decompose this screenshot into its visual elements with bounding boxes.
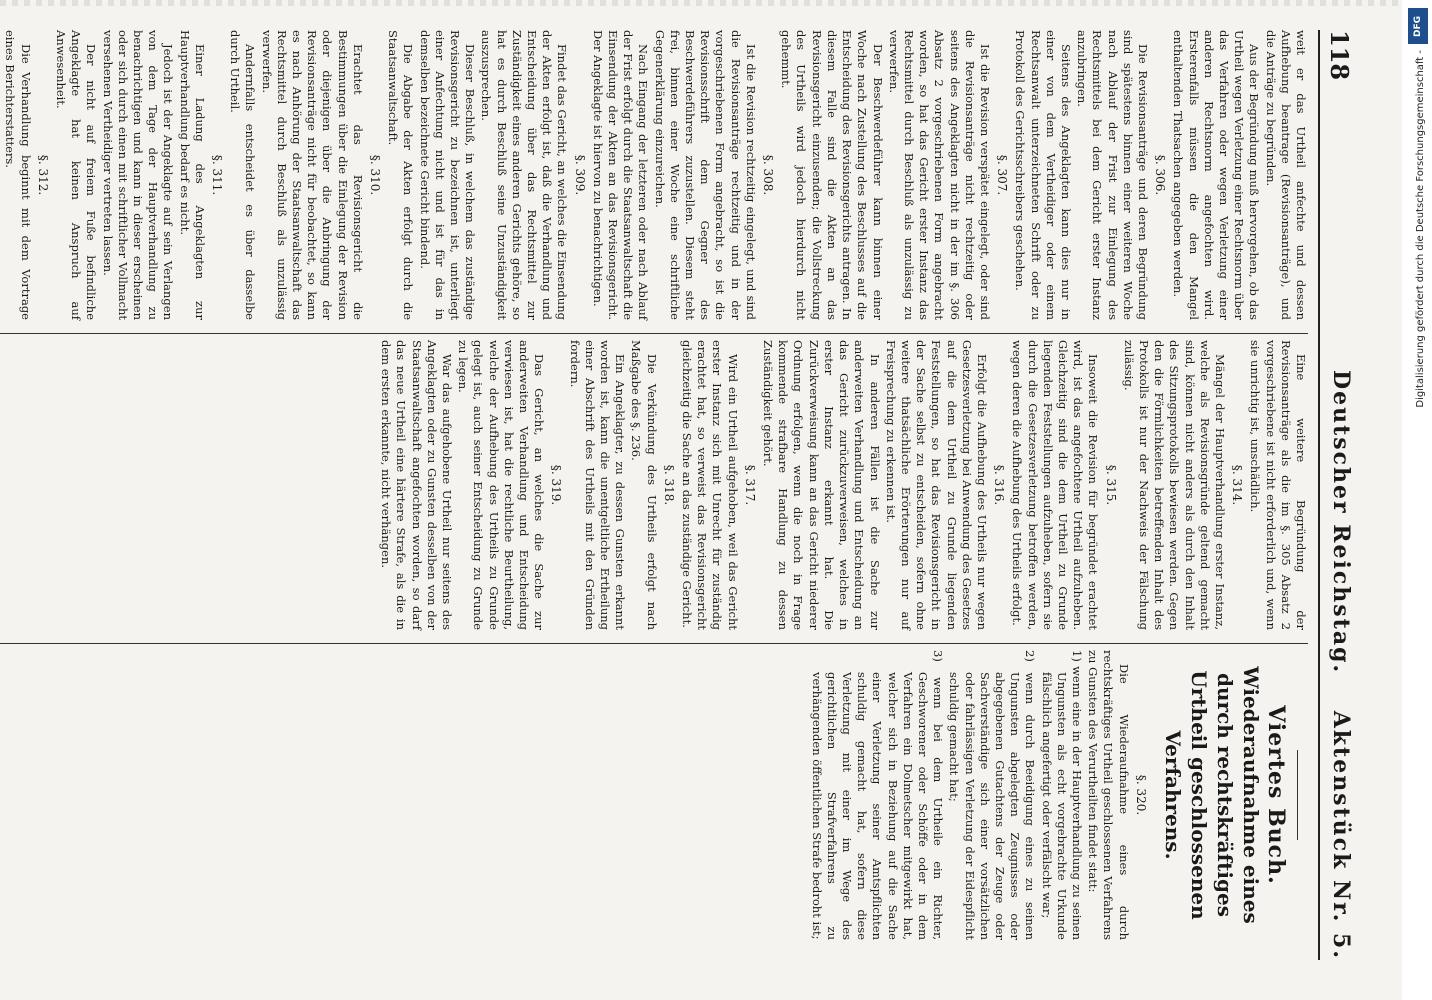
section-number: §. 318. bbox=[661, 464, 676, 506]
header-right-title: Aktenstück Nr. 5. bbox=[1328, 710, 1354, 960]
column-2 bbox=[377, 340, 1308, 630]
list-item: 3) wenn bei dem Urtheile ein Richter, Geschworener oder Schöffe oder in dem Verfahren ein Dolmetscher mitgewirkt hat, welcher sich in Beziehung auf die Sache einer Verletzung seiner Amtspflichten schuldig gemacht hat, sofern diese Verletzung mit einer im Wege des gerichtlichen Strafverfahrens zu verhängenden öffentlichen Strafe bedroht ist; bbox=[809, 650, 946, 940]
paragraph: Insoweit die Revision für begründet erachtet wird, ist das angefochtene Urtheil aufzuheben. Gleichzeitig sind die dem Urtheil zu Grunde liegenden Feststellungen aufzuheben, sofern sie durch die Gesetzesverletzung betroffen werden, wegen deren die Aufhebung des Urtheils erfolgt. bbox=[1010, 340, 1101, 630]
section-number: §. 316. bbox=[992, 464, 1007, 506]
book-subtitle: Wiederaufnahme eines durch rechtskräftiges Urtheil geschlossenen Verfahrens. bbox=[1160, 666, 1263, 924]
paragraph: Der nicht auf freiem Fuße befindliche Angeklagte hat keinen Anspruch auf Anwesenheit. bbox=[53, 30, 99, 320]
paragraph: Ist die Revision verspätet eingelegt, oder sind die Revisionsanträge nicht rechtzeitig oder seitens des Angeklagten nicht in der im §. 306 Absatz 2 vorgeschriebenen Form angebracht worden, so hat das Gericht erster Instanz das Rechtsmittel durch Beschluß als unzulässig zu verwerfen. bbox=[886, 30, 992, 320]
paragraph: Andernfalls entscheidet es über dasselbe durch Urtheil. bbox=[228, 30, 258, 320]
list-item: 1) wenn eine in der Hauptverhandlung zu seinen Ungunsten als echt vorgebrachte Urkunde fälschlich angefertigt oder verfälscht war; bbox=[1039, 650, 1084, 940]
column-3 bbox=[807, 650, 1308, 940]
paragraph: Wird ein Urtheil aufgehoben, weil das Gericht erster Instanz sich mit Unrecht für zuständig erachtet hat, so verweist das Revisionsgericht gleichzeitig die Sache an das zuständige Gericht. bbox=[680, 340, 740, 630]
section-number: §. 319. bbox=[549, 464, 564, 506]
paragraph: Erfolgt die Aufhebung des Urtheils nur wegen Gesetzesverletzung bei Anwendung des Gesetzes auf die dem Urtheil zu Grunde liegenden Feststellungen, so hat das Revisionsgericht in der Sache selbst zu entscheiden, sofern ohne weitere thatsächliche Erörterungen nur auf Freisprechung zu erkennen ist. bbox=[883, 340, 989, 630]
column-divider bbox=[0, 333, 1308, 334]
paragraph: Die Revisionsanträge und deren Begründung sind spätestens binnen einer weiteren Woche nach Ablauf der Frist zur Einlegung des Rechtsmittels bei dem Gericht erster Instanz anzubringen. bbox=[1075, 30, 1150, 320]
section-number: §. 307. bbox=[995, 154, 1010, 196]
paragraph: Die Abgabe der Akten erfolgt durch die Staatsanwaltschaft. bbox=[386, 30, 416, 320]
paragraph: War das aufgehobene Urtheil nur seitens des Angeklagten oder zu Gunsten desselben von der Staatsanwaltschaft angefochten worden, so darf das neue Urtheil eine härtere Strafe, als die in dem ersten erkannte, nicht verhängen. bbox=[379, 340, 455, 630]
paragraph: Nach Eingang der letzteren oder nach Ablauf der Frist erfolgt durch die Staatsanwaltschaft die Einsendung der Akten an das Revisionsgericht. Der Angeklagte ist hiervon zu benachrichtigen. bbox=[590, 30, 651, 320]
paragraph: Aus der Begründung muß hervorgehen, ob das Urtheil wegen Verletzung einer Rechtsnorm über das Verfahren oder wegen Verletzung einer anderen Rechtsnorm angefochten wird. Ersterenfalls müssen die den Mangel enthaltenden Thatsachen angegeben werden. bbox=[1171, 30, 1262, 320]
section-number: §. 309. bbox=[572, 154, 587, 196]
paragraph: Jedoch ist der Angeklagte auf sein Verlangen von dem Tage der Hauptverhandlung zu benachrichtigen und kann in dieser erscheinen oder sich durch einen mit schriftlicher Vollmacht versehenen Vertheidiger vertreten lassen. bbox=[100, 30, 176, 320]
dfg-logo: DFG bbox=[1408, 8, 1428, 44]
paragraph: Einer Ladung des Angeklagten zur Hauptverhandlung bedarf es nicht. bbox=[177, 30, 207, 320]
section-number: §. 320. bbox=[1133, 774, 1148, 816]
page-number: 118 bbox=[1325, 30, 1354, 81]
paragraph: Die Verhandlung beginnt mit dem Vortrage eines Berichterstatters. bbox=[3, 30, 33, 320]
section-divider bbox=[1297, 750, 1298, 840]
paragraph: Mängel der Hauptverhandlung erster Instanz, welche als Revisionsgründe geltend gemacht sind, können nicht anders als durch den Inhalt des Sitzungsprotokolls bewiesen werden. Gegen den die Förmlichkeiten betreffenden Inhalt des Protokolls ist nur der Nachweis der Fälschung zulässig. bbox=[1121, 340, 1227, 630]
paragraph bbox=[0, 30, 1, 320]
column-divider bbox=[0, 643, 1308, 644]
section-number: §. 315. bbox=[1103, 464, 1118, 506]
paragraph: Der Beschwerdeführer kann binnen einer Woche nach Zustellung des Beschlusses auf die Entscheidung des Revisionsgerichts antragen. In diesem Falle sind die Akten an das Revisionsgericht einzusenden; die Vollstreckung des Urtheils wird jedoch hierdurch nicht gehemmt. bbox=[779, 30, 885, 320]
section-number: §. 310. bbox=[368, 154, 383, 196]
paragraph: weit er das Urtheil anfechte und dessen Aufhebung beantrage (Revisionsanträge), und die Anträge zu begründen. bbox=[1263, 30, 1308, 320]
section-number: §. 317. bbox=[742, 464, 757, 506]
paragraph: In anderen Fällen ist die Sache zur anderweiten Verhandlung und Entscheidung an das Gericht zurückzuverweisen, welches in erster Instanz erkannt hat. Die Zurückverweisung kann an das Gericht niederer Ordnung erfolgen, wenn die noch in Frage kommende strafbare Handlung zu dessen Zuständigkeit gehört. bbox=[761, 340, 882, 630]
document-page bbox=[0, 30, 1360, 960]
header-center-title: Deutscher Reichstag. bbox=[1328, 370, 1354, 675]
paragraph: Die Wiederaufnahme eines durch rechtskräftiges Urtheil geschlossenen Verfahrens zu Gunsten des Verurtheilten findet statt: bbox=[1086, 650, 1131, 940]
paragraph: Das Gericht, an welches die Sache zur anderweiten Verhandlung und Entscheidung verwiesen ist, hat die rechtliche Beurtheilung, welche der Aufhebung des Urtheils zu Grunde gelegt ist, auch seiner Entscheidung zu Grunde zu legen. bbox=[456, 340, 547, 630]
paragraph: Erachtet das Revisionsgericht die Bestimmungen über die Einlegung der Revision oder diejenigen über die Anbringung der Revisionsanträge nicht für beobachtet, so kann es nach Anhörung der Staatsanwaltschaft das Rechtsmittel durch Beschluß als unzulässig verwerfen. bbox=[259, 30, 365, 320]
book-title: Viertes Buch. bbox=[1263, 705, 1289, 885]
paragraph: Ein Angeklagter, zu dessen Gunsten erkannt worden ist, kann die unentgeltliche Ertheilung einer Abschrift des Urtheils mit den Gründen fordern. bbox=[567, 340, 628, 630]
section-number: §. 306. bbox=[1153, 154, 1168, 196]
section-number: §. 308. bbox=[761, 154, 776, 196]
section-number: §. 314. bbox=[1230, 464, 1245, 506]
section-number: §. 312. bbox=[35, 154, 50, 196]
column-1 bbox=[0, 30, 1308, 320]
paragraph: Ist die Revision rechtzeitig eingelegt, und sind die Revisionsanträge rechtzeitig und in der vorgeschriebenen Form angebracht, so ist die Revisionsschrift dem Gegner des Beschwerdeführers zuzustellen. Diesem steht frei, binnen einer Woche eine schriftliche Gegenerklärung einzureichen. bbox=[652, 30, 758, 320]
digitization-sidebar bbox=[1402, 0, 1432, 1000]
paragraph: Findet das Gericht, an welches die Einsendung der Akten erfolgt ist, daß die Verhandlung und Entscheidung über das Rechtsmittel zur Zuständigkeit eines anderen Gerichts gehöre, so hat es durch Beschluß seine Unzuständigkeit auszusprechen. bbox=[479, 30, 570, 320]
paragraph: Die Verkündung des Urtheils erfolgt nach Maßgabe des §. 236. bbox=[629, 340, 659, 630]
paragraph: Dieser Beschluß, in welchem das zuständige Revisionsgericht zu bezeichnen ist, unterliegt einer Anfechtung nicht und ist für das in demselben bezeichnete Gericht bindend. bbox=[417, 30, 478, 320]
list-item: 2) wenn durch Beeidigung eines zu seinen Ungunsten abgelegten Zeugnisses oder abgegebenen Gutachtens der Zeuge oder Sachverständige sich einer vorsätzlichen oder fahrlässigen Verletzung der Eidespflicht schuldig gemacht hat; bbox=[947, 650, 1038, 940]
section-number: §. 311. bbox=[209, 154, 224, 196]
paragraph: Seitens des Angeklagten kann dies nur in einer von dem Vertheidiger oder einem Rechtsanwalt unterzeichneten Schrift oder zu Protokoll des Gerichtsschreibers geschehen. bbox=[1013, 30, 1073, 320]
page-header bbox=[1318, 30, 1360, 960]
digitization-credit: Digitalisierung gefördert durch die Deutsche Forschungsgemeinschaft - bbox=[1415, 50, 1426, 408]
paragraph: Eine weitere Begründung der Revisionsanträge als die im §. 305 Absatz 2 vorgeschriebene ist nicht erforderlich und, wenn sie unrichtig ist, unschädlich. bbox=[1248, 340, 1308, 630]
